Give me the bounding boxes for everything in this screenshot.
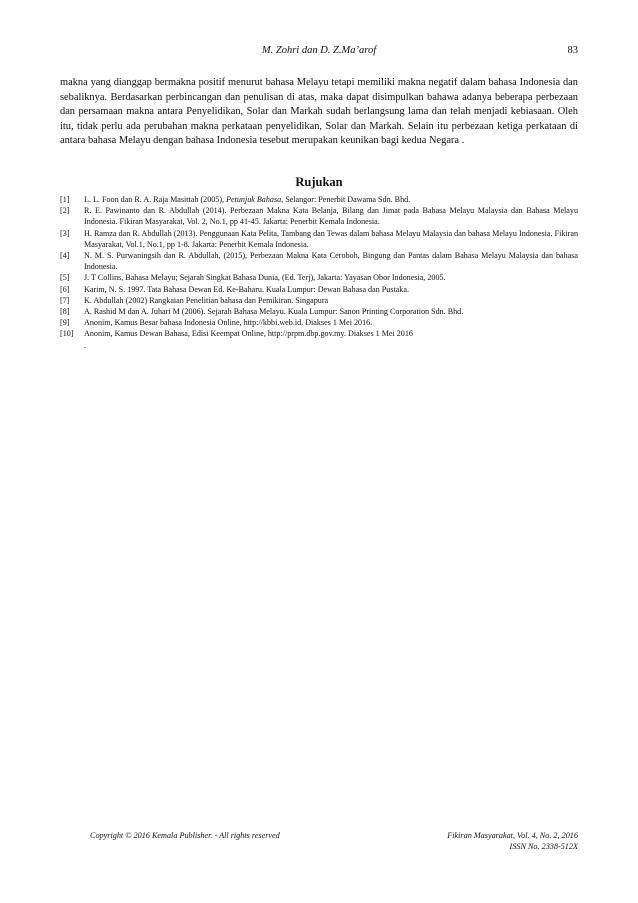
reference-number: [4]	[60, 251, 70, 261]
reference-number: [7]	[60, 295, 70, 305]
reference-item	[60, 317, 578, 328]
reference-text: Anonim, Kamus Besar bahasa Indonesia Online, http://kbbi.web.id. Diakses 1 Mei 2016.	[84, 318, 373, 328]
header-authors: M. Zohri dan D. Z.Ma’arof	[261, 45, 377, 56]
reference-text: J. T Collins, Bahasa Melayu; Sejarah Singkat Bahasa Dunia, (Ed. Terj), Jakarta: Yayasan Obor Indonesia, 2005.	[84, 273, 446, 283]
reference-number: [10]	[60, 329, 74, 339]
reference-text: A. Rashid M dan A. Juhari M (2006). Sejarah Bahasa Melayu. Kuala Lumpur: Sanon Printing Corporation Sdn. Bhd.	[84, 307, 464, 317]
footer-copyright: Copyright © 2016 Kemala Publisher. - All rights reserved	[90, 831, 280, 840]
reference-item	[60, 295, 578, 306]
reference-number: [3]	[60, 228, 70, 238]
reference-number: [5]	[60, 273, 70, 283]
page-number: 83	[567, 45, 578, 56]
reference-item	[60, 272, 578, 283]
footer-issn: ISSN No. 2338-512X	[509, 842, 578, 851]
reference-list	[60, 194, 578, 351]
reference-text-rest: , Selangor: Penerbit Dawama Sdn. Bhd.	[281, 195, 411, 204]
footer-journal-info	[447, 830, 578, 852]
reference-item	[60, 306, 578, 317]
references-heading: Rujukan	[295, 175, 343, 189]
reference-item	[60, 194, 578, 205]
reference-item	[60, 284, 578, 295]
reference-text: H. Ramza dan R. Abdullah (2013). Penggunaan Kata Pelita, Tambang dan Tewas dalam bahasa Melayu Malaysia dan bahasa Melayu Indonesia. Fikiran Masyarakat, Vol.1, No.1, pp 1-8. Jakarta: Penerbit Kemala Indonesia.	[84, 228, 578, 249]
footer-journal: Fikiran Masyarakat, Vol. 4, No. 2, 2016	[447, 831, 578, 840]
reference-number: [9]	[60, 318, 70, 328]
reference-text: K. Abdullah (2002) Rangkaian Penelitian bahasa dan Pemikiran. Singapura	[84, 295, 329, 305]
reference-text: Karim, N. S. 1997. Tata Bahasa Dewan Ed. Ke-Baharu. Kuala Lumpur: Dewan Bahasa dan Pustaka.	[84, 284, 409, 294]
reference-number: [1]	[60, 195, 70, 204]
reference-item	[60, 228, 578, 250]
trailing-mark: .	[84, 340, 87, 350]
reference-item	[60, 328, 578, 339]
reference-text: R. E. Pawinanto dan R. Abdullah (2014). Perbezaan Makna Kata Belanja, Bilang dan Jimat pada Bahasa Melayu Malaysia dan Bahasa Melayu Indonesia. Fikiran Masyarakat, Vol. 2, No.1, pp 41-45. Jakarta: Penerbit Kemala Indonesia.	[84, 206, 578, 227]
reference-book-title: Petunjuk Bahasa	[226, 195, 282, 204]
reference-text: L. L. Foon dan R. A. Raja Masittah (2005),	[84, 195, 227, 204]
reference-item	[60, 250, 578, 272]
reference-number: [2]	[60, 206, 70, 216]
reference-number: [6]	[60, 284, 70, 294]
body-paragraph: makna yang dianggap bermakna positif menurut bahasa Melayu tetapi memiliki makna negatif dalam bahasa Indonesia dan sebaliknya. Berdasarkan perbincangan dan penulisan di atas, maka dapat disimpulkan bahawa adanya beberapa perbezaan dan persamaan makna antara Penyelidikan, Solar dan Markah sudah berlangsung lama dan telah menjadi kebiasaan. Oleh itu, tidak perlu ada perubahan makna perkataan penyelidikan, Solar dan Markah. Selain itu perbezaan ketiga perkataan di antara bahasa Melayu dengan bahasa Indonesia tesebut merupakan keunikan bagi kedua Negara .	[60, 77, 578, 147]
reference-number: [8]	[60, 307, 70, 317]
reference-text: N. M. S. Purwaningsih dan R. Abdullah, (2015), Perbezaan Makna Kata Ceroboh, Bingung dan Pantas dalam Bahasa Melayu Malaysia dan bahasa Indonesia.	[84, 251, 578, 272]
reference-text: Anonim, Kamus Dewan Bahasa, Edisi Keempat Online, http://prpm.dbp.gov.my. Diakses 1 Mei 2016	[84, 329, 413, 339]
reference-item	[60, 205, 578, 227]
